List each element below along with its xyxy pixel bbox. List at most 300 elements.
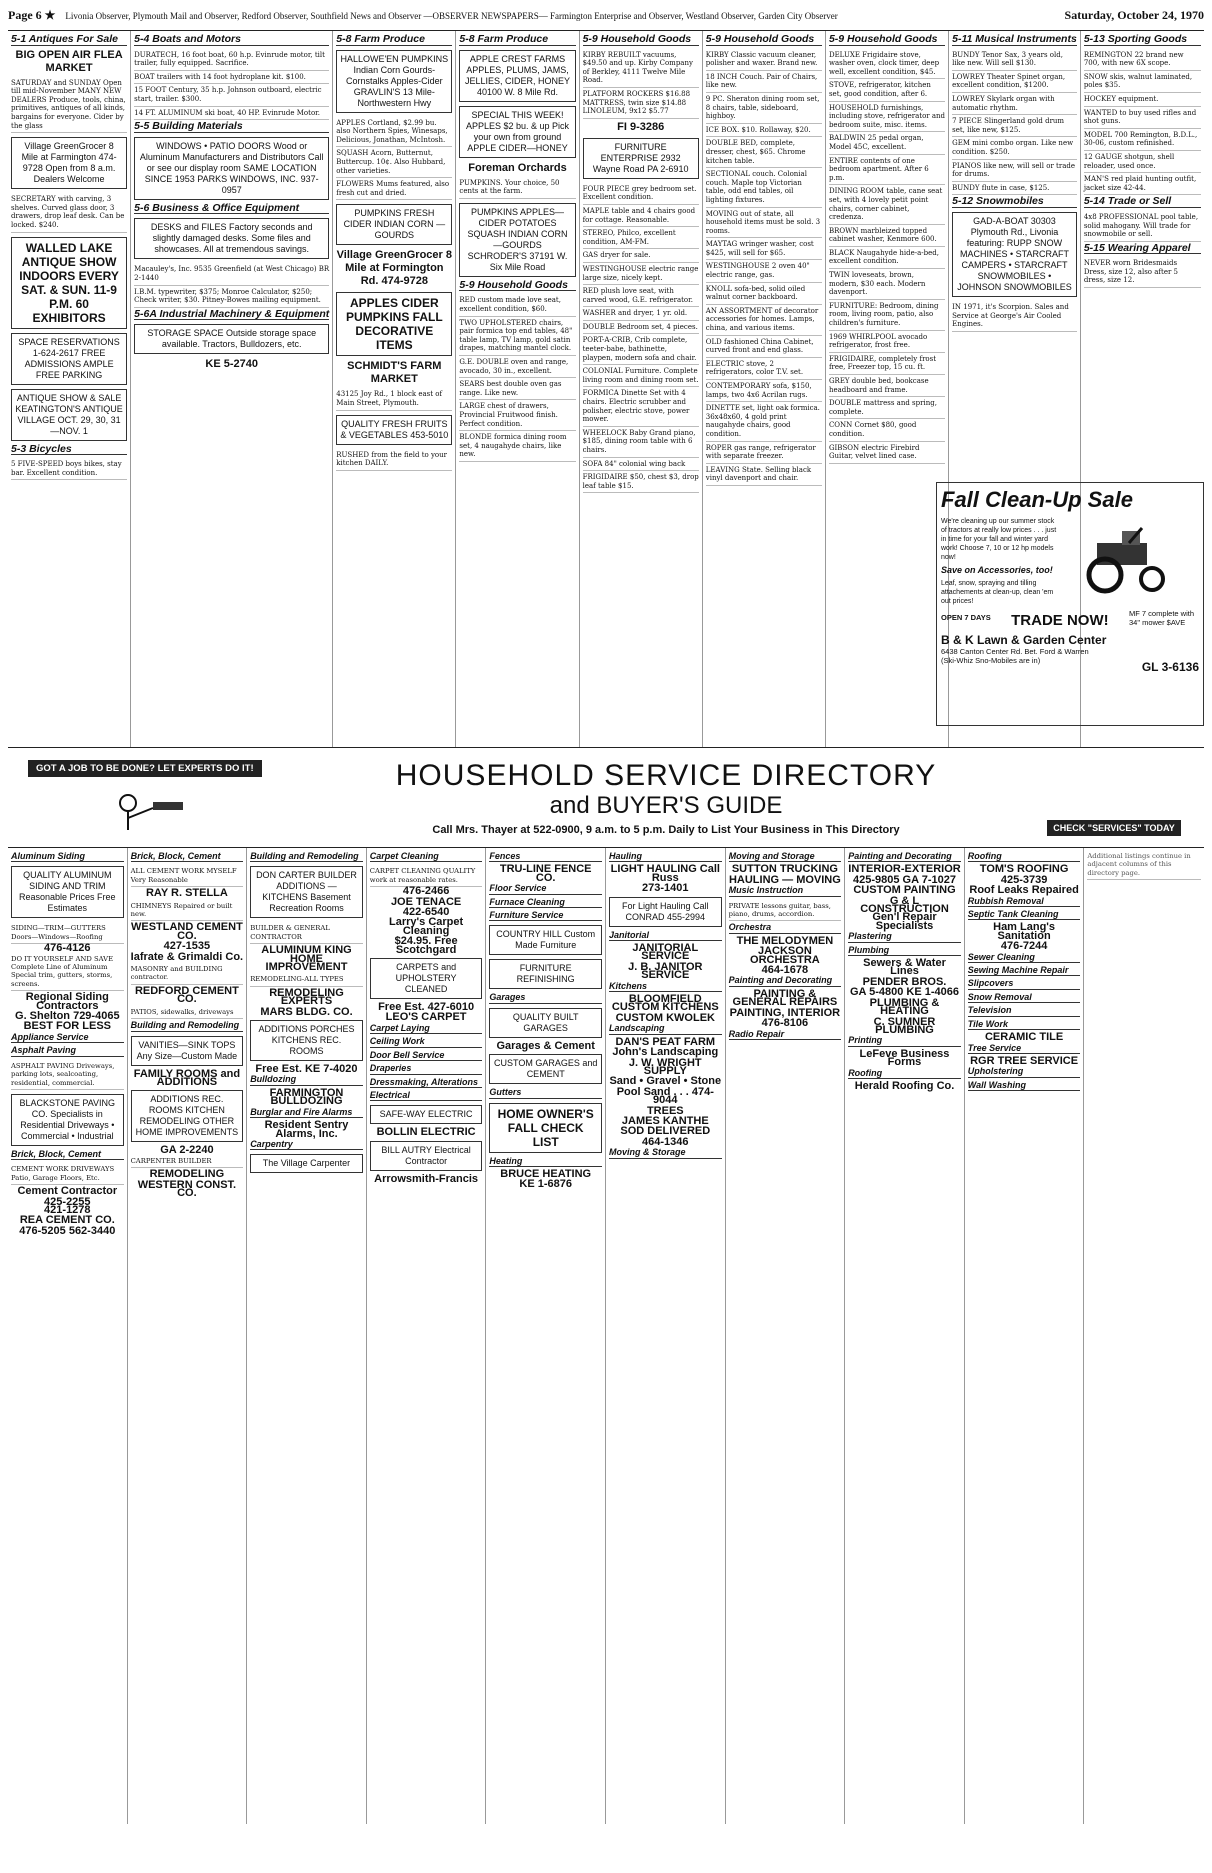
ad-phone: 476-2466: [402, 885, 450, 898]
classified-ad: BROWN marbleized topped cabinet washer, Kenmore 600.: [829, 225, 945, 247]
ad-box: FURNITURE ENTERPRISE 2932 Wayne Road PA 2-6910: [583, 138, 699, 179]
business-name: LeFeve Business Forms: [859, 1047, 950, 1069]
section-heading: Television: [968, 1006, 1081, 1016]
ad-box: VANITIES—SINK TOPS Any Size—Custom Made: [131, 1036, 244, 1066]
section-heading: Ceiling Work: [370, 1037, 483, 1047]
classified-ad: MOVING out of state, all household items must be sold. 3 rooms.: [706, 208, 822, 239]
classified-ad: I.B.M. typewriter, $375; Monroe Calculator, $250; Check writer, $30. Pitney-Bowes mailing equipment.: [134, 286, 329, 308]
classified-ad: BLACK Naugahyde hide-a-bed, excellent condition.: [829, 247, 945, 269]
section-heading: Orchestra: [729, 923, 842, 933]
classified-ad: 4x8 PROFESSIONAL pool table, solid mahogany. Will trade for snowmobile or sell.: [1084, 211, 1201, 242]
classified-ad: FORMICA Dinette Set with 4 chairs. Electric scrubber and polisher, electric stove, power mower.: [583, 387, 699, 426]
ad-box: QUALITY BUILT GARAGES: [489, 1008, 602, 1038]
section-heading: Aluminum Siding: [11, 852, 124, 862]
newspaper-page: [8, 8, 1204, 1857]
section-heading: Heating: [489, 1157, 602, 1167]
ad-phone: G. Shelton 729-4065: [15, 1010, 120, 1023]
section-heading: Garages: [489, 993, 602, 1003]
directory-column-3: [247, 848, 367, 1824]
classified-ad: 14 FT. ALUMINUM ski boat, 40 HP. Evinrude Motor.: [134, 107, 329, 121]
section-heading: 5-8 Farm Produce: [336, 35, 452, 46]
directory-column-2: [128, 848, 248, 1824]
fall-ad-title: Fall Clean-Up Sale: [941, 487, 1133, 512]
section-heading: Carpet Laying: [370, 1024, 483, 1034]
ad-phone: 464-1678: [761, 964, 809, 977]
service-directory: [8, 848, 1204, 1824]
ad-box: STORAGE SPACE Outside storage space available. Tractors, Bulldozers, etc.: [134, 324, 329, 354]
business-name: G & L CONSTRUCTION Gen'l Repair Specialists: [860, 894, 949, 932]
section-heading: Floor Service: [489, 884, 602, 894]
section-heading: Slipcovers: [968, 979, 1081, 989]
section-heading: 5-1 Antiques For Sale: [11, 35, 127, 46]
classified-ad: RUSHED from the field to your kitchen DAILY.: [336, 449, 452, 471]
section-heading: Upholstering: [968, 1067, 1081, 1077]
ad-box: ANTIQUE SHOW & SALE KEATINGTON'S ANTIQUE VILLAGE OCT. 29, 30, 31—NOV. 1: [11, 389, 127, 441]
classified-ad: TWO UPHOLSTERED chairs, pair formica top end tables, 48" table lamp, TV lamp, gold satin drapes, matching mantel clock.: [459, 317, 575, 356]
section-heading: 5-9 Household Goods: [829, 35, 945, 46]
check-services-tag: CHECK "SERVICES" TODAY: [1047, 820, 1180, 836]
section-heading: Painting and Decorating: [848, 852, 961, 862]
section-heading: Furnace Cleaning: [489, 898, 602, 908]
column-antiques: [8, 31, 131, 747]
classified-ad: WHEELOCK Baby Grand piano, $185, dining room table with 6 chairs.: [583, 427, 699, 458]
business-name: JOE TENACE: [390, 895, 462, 908]
ad-headline: Foreman Orchards: [468, 161, 567, 174]
classified-ad: CONN Cornet $80, good condition.: [829, 419, 945, 441]
ad-phone: 425-2255: [44, 1195, 91, 1208]
ad-phone: 427-1535: [163, 940, 211, 953]
classified-ad: 5 FIVE-SPEED boys bikes, stay bar. Excellent condition.: [11, 458, 127, 480]
business-name: CUSTOM KWOLEK: [615, 1011, 715, 1024]
fall-ad-footer: [941, 606, 1199, 629]
ad-box: GAD-A-BOAT 30303 Plymouth Rd., Livonia featuring: RUPP SNOW MACHINES • STARCRAFT CAMPERS • STARCRAFT SNOWMOBILES • JOHNSON SNOWMOBILES: [952, 212, 1077, 297]
classified-ad: DINETTE set, light oak formica. 36x48x60, 4 gold print naugahyde chairs, good condition.: [706, 402, 822, 441]
business-name: JAMES KANTHE: [621, 1114, 709, 1127]
ad-box: COUNTRY HILL Custom Made Furniture: [489, 925, 602, 955]
business-name: INTERIOR-EXTERIOR: [848, 863, 961, 876]
section-heading: Snow Removal: [968, 993, 1081, 1003]
classified-ad: MASONRY and BUILDING contractor.: [131, 963, 244, 985]
paper-names: Livonia Observer, Plymouth Mail and Observer, Redford Observer, Southfield News and Observer —OBSERVER NEWSPAPERS— Farmington Enterprise and Observer, Westland Observer, Garden City Observer: [65, 11, 838, 21]
ad-headline: Village GreenGrocer 8 Mile at Formington Rd. 474-9728: [336, 249, 452, 288]
business-name: TRU-LINE FENCE CO.: [499, 863, 592, 884]
column-boats: [131, 31, 333, 747]
directory-column-10: [1084, 848, 1204, 1824]
classified-ad: KNOLL sofa-bed, solid oiled walnut corner backboard.: [706, 283, 822, 305]
classified-ad: Macauley's, Inc. 9535 Greenfield (at West Chicago) BR 2-1440: [134, 263, 329, 285]
ad-box: HALLOWE'EN PUMPKINS Indian Corn Gourds-Cornstalks Apples-Cider GRAVLIN'S 13 Mile-Northwestern Hwy: [336, 50, 452, 113]
classified-ad: G.E. DOUBLE oven and range, avocado, 30 in., excellent.: [459, 356, 575, 378]
section-heading: Landscaping: [609, 1024, 722, 1034]
classified-ad: PLATFORM ROCKERS $16.88 MATTRESS, twin size $14.88 LINOLEUM, 9x12 $5.77: [583, 88, 699, 119]
business-name: RAY R. STELLA: [145, 887, 228, 900]
classified-ad: BALDWIN 25 pedal organ, Model 45C, excellent.: [829, 132, 945, 154]
business-name: Sewers & Water Lines: [863, 957, 946, 978]
classified-ad: MAYTAG wringer washer, cost $425, will sell for $65.: [706, 238, 822, 260]
fall-cleanup-ad: [936, 482, 1204, 726]
classified-ad: SEARS best double oven gas range. Like new.: [459, 378, 575, 400]
classified-ad: WANTED to buy used rifles and shot guns.: [1084, 107, 1201, 129]
store-contact: [941, 656, 1199, 674]
section-heading: Tile Work: [968, 1020, 1081, 1030]
ad-phone: GA 5-4800 KE 1-4066: [849, 986, 960, 999]
business-name: SUTTON TRUCKING: [731, 863, 838, 876]
classified-ad: PATIOS, sidewalks, driveways: [131, 1006, 244, 1019]
business-name: FAMILY ROOMS and ADDITIONS: [133, 1067, 241, 1088]
classified-ad: KIRBY REBUILT vacuums, $49.50 and up. Kirby Company of Berkley, 4111 Twelve Mile Road.: [583, 49, 699, 88]
ad-box: DESKS and FILES Factory seconds and slightly damaged desks. Some files and showcases. All at tremendous savings.: [134, 218, 329, 259]
ad-headline: BIG OPEN AIR FLEA MARKET: [15, 48, 123, 74]
section-heading: Janitorial: [609, 931, 722, 941]
classified-ad: CARPET CLEANING QUALITY work at reasonable rates.: [370, 865, 483, 887]
business-name: C. SUMNER PLUMBING: [873, 1015, 936, 1036]
ad-headline: APPLES CIDER PUMPKINS FALL DECORATIVE ITEMS: [345, 296, 443, 353]
section-heading: 5-4 Boats and Motors: [134, 35, 329, 46]
business-name: RGR TREE SERVICE: [970, 1054, 1079, 1067]
classified-ad: GIBSON electric Firebird Guitar, velvet lined case.: [829, 442, 945, 464]
column-household-1: [580, 31, 703, 747]
classified-ad: WESTINGHOUSE 2 oven 40" electric range, gas.: [706, 260, 822, 282]
business-name: PAINTING & GENERAL REPAIRS: [732, 987, 838, 1009]
ad-phone: 273-1401: [642, 882, 689, 895]
section-heading: Moving & Storage: [609, 1148, 722, 1158]
business-name: Larry's Carpet Cleaning: [389, 916, 464, 937]
section-heading: 5-6 Business & Office Equipment: [134, 204, 329, 215]
classified-ad: LEAVING State. Selling black vinyl davenport and chair.: [706, 464, 822, 486]
classified-ad: WESTINGHOUSE electric range large size, nicely kept.: [583, 263, 699, 285]
section-heading: Painting and Decorating: [729, 976, 842, 986]
classified-ad: ELECTRIC stove, 2 refrigerators, color T.V. set.: [706, 358, 822, 380]
ad-phone: 476-5205 562-3440: [19, 1224, 116, 1237]
business-name: WESTERN CONST. CO.: [137, 1178, 237, 1199]
section-heading: Roofing: [968, 852, 1081, 862]
ad-box: DON CARTER BUILDER ADDITIONS — KITCHENS Basement Recreation Rooms: [250, 866, 363, 918]
ad-box: FURNITURE REFINISHING: [489, 959, 602, 989]
classified-ad: HOCKEY equipment.: [1084, 93, 1201, 107]
ad-box: APPLE CREST FARMS APPLES, PLUMS, JAMS, JELLIES, CIDER, HONEY 40100 W. 8 Mile Rd.: [459, 50, 575, 102]
ad-phone: Free Est. 427-6010: [378, 1001, 475, 1014]
directory-column-9: [965, 848, 1085, 1824]
ad-box: ADDITIONS REC. ROOMS KITCHEN REMODELING OTHER HOME IMPROVEMENTS: [131, 1090, 244, 1142]
section-heading: 5-11 Musical Instruments: [952, 33, 1077, 45]
directory-column-7: [726, 848, 846, 1824]
masthead: [8, 8, 1204, 31]
classified-ad: HOUSEHOLD furnishings, including stove, refrigerator and bedroom suite, misc. items.: [829, 102, 945, 133]
ad-box: BILL AUTRY Electrical Contractor: [370, 1141, 483, 1171]
business-name: Sand • Gravel • Stone: [609, 1075, 722, 1088]
classified-ad: MAN'S red plaid hunting outfit, jacket size 42-44.: [1084, 173, 1201, 195]
classified-ad: ROPER gas range, refrigerator with separate freezer.: [706, 442, 822, 464]
classified-ad: BUNDY Tenor Sax, 3 years old, like new. Will sell $130.: [952, 49, 1077, 71]
ad-box: SPACE RESERVATIONS 1-624-2617 FREE ADMISSIONS AMPLE FREE PARKING: [11, 333, 127, 385]
directory-call-line: Call Mrs. Thayer at 522-0900, 9 a.m. to 5 p.m. Daily to List Your Business in This Directory: [432, 823, 900, 836]
ad-phone: 421-1278: [44, 1203, 91, 1216]
section-heading: 5-3 Bicycles: [11, 445, 127, 456]
business-name: REDFORD CEMENT CO.: [134, 984, 239, 1006]
business-name: Roof Leaks Repaired: [969, 884, 1079, 897]
ad-phone: 476-4126: [44, 942, 91, 955]
trade-now: TRADE NOW!: [1011, 612, 1109, 629]
page-number: Page 6 ★: [8, 8, 56, 22]
section-heading: Furniture Service: [489, 911, 602, 921]
classified-ad: GAS dryer for sale.: [583, 249, 699, 263]
ad-phone: 476-7244: [1000, 940, 1048, 953]
classified-ad: CEMENT WORK DRIVEWAYS Patio, Garage Floors, Etc.: [11, 1163, 124, 1185]
classified-ad: RED plush love seat, with carved wood, G.E. refrigerator.: [583, 285, 699, 307]
business-name: MARS BLDG. CO.: [260, 1005, 353, 1018]
business-name: Resident Sentry Alarms, Inc.: [264, 1119, 349, 1140]
ad-box: [489, 1103, 602, 1153]
section-heading: Dressmaking, Alterations: [370, 1078, 483, 1088]
ad-box: For Light Hauling Call CONRAD 455-2994: [609, 897, 722, 927]
classified-ad: FURNITURE: Bedroom, dining room, living room, patio, also children's furniture.: [829, 300, 945, 331]
fall-ad-subhead: Save on Accessories, too!: [941, 565, 1053, 575]
section-heading: Kitchens: [609, 982, 722, 992]
ad-box: QUALITY ALUMINUM SIDING AND TRIM Reasonable Prices Free Estimates: [11, 866, 124, 918]
business-name: FARMINGTON BULLDOZING: [269, 1086, 344, 1108]
classified-ad: BUNDY flute in case, $125.: [952, 182, 1077, 196]
classified-ad: DELUXE Frigidaire stove, washer oven, clock timer, deep well, excellent condition, $45.: [829, 49, 945, 80]
section-heading: Septic Tank Cleaning: [968, 910, 1081, 920]
section-heading: Moving and Storage: [729, 852, 842, 862]
business-name: Iafrate & Grimaldi Co.: [130, 950, 244, 963]
section-heading: 5-14 Trade or Sell: [1084, 197, 1201, 208]
classified-ad: LOWREY Theater Spinet organ, excellent condition, $1200.: [952, 71, 1077, 93]
mf-offer: MF 7 complete with 34" mower $AVE: [1129, 608, 1195, 627]
section-heading: Plumbing: [848, 946, 961, 956]
business-name: $24.95. Free Scotchgard: [394, 935, 458, 956]
classified-ad: CHIMNEYS Repaired or built new.: [131, 900, 244, 922]
classified-ad: SOFA 84" colonial wing back: [583, 458, 699, 472]
section-heading: 5-8 Farm Produce: [459, 35, 575, 46]
section-heading: Roofing: [848, 1069, 961, 1079]
store-phone: GL 3-6136: [1141, 660, 1199, 674]
ad-headline: HOME OWNER'S FALL CHECK LIST: [497, 1106, 594, 1149]
classified-ad: PRIVATE lessons guitar, bass, piano, drums, accordion.: [729, 900, 842, 922]
classified-ad: NEVER worn Bridesmaids Dress, size 12, also after 5 dress, size 12.: [1084, 257, 1201, 288]
ad-phone: 425-9805 GA 7-1027: [853, 873, 956, 886]
classified-ad: CARPENTER BUILDER: [131, 1155, 244, 1168]
business-name: Garages & Cement: [496, 1039, 595, 1052]
ad-box: BLACKSTONE PAVING CO. Specialists in Residential Driveways • Commercial • Industrial: [11, 1094, 124, 1146]
banner-center: [308, 760, 1024, 836]
business-name: WESTLAND CEMENT CO.: [130, 921, 243, 942]
classified-ad: GEM mini combo organ. Like new condition. $250.: [952, 137, 1077, 159]
classified-ad: DOUBLE mattress and spring, complete.: [829, 397, 945, 419]
ad-phone: Free Est. KE 7-4020: [255, 1063, 358, 1076]
business-name: CERAMIC TILE: [984, 1031, 1064, 1044]
section-heading: Rubbish Removal: [968, 897, 1081, 907]
section-heading: Building and Remodeling: [131, 1021, 244, 1031]
classified-ad: SATURDAY and SUNDAY Open till mid-November MANY NEW DEALERS Produce, tools, china, primitives, antiques of all kinds, bargains for everyone. Cider by the glass: [11, 77, 127, 134]
ad-phone: 476-8106: [761, 1017, 809, 1030]
classified-ad: 18 INCH Couch. Pair of Chairs, like new.: [706, 71, 822, 93]
business-name: PAINTING, INTERIOR: [729, 1006, 841, 1019]
tractor-icon: [1067, 513, 1187, 603]
business-name: J. W. WRIGHT SUPPLY: [628, 1056, 702, 1077]
business-name: REMODELING EXPERTS: [269, 986, 344, 1008]
business-name: TREES: [646, 1104, 684, 1117]
business-name: PENDER BROS.: [862, 975, 947, 988]
section-heading: Burglar and Fire Alarms: [250, 1108, 363, 1118]
classified-ad: COLONIAL Furniture. Complete living room and dining room set.: [583, 365, 699, 387]
ad-box: WINDOWS • PATIO DOORS Wood or Aluminum Manufacturers and Distributors Call or see our display room SAME LOCATION SINCE 1953 PARKS WINDOWS, INC. 937-0957: [134, 137, 329, 200]
classified-ad: REMINGTON 22 brand new 700, with new 6X scope.: [1084, 49, 1201, 71]
business-name: CUSTOM PAINTING: [853, 884, 956, 897]
classified-ad: RED custom made love seat, excellent condition, $60.: [459, 294, 575, 316]
section-heading: 5-9 Household Goods: [459, 281, 575, 292]
classified-ad: MODEL 700 Remington, B.D.L., 30-06, custom refinished.: [1084, 129, 1201, 151]
section-heading: Plastering: [848, 932, 961, 942]
section-heading: 5-5 Building Materials: [134, 122, 329, 133]
business-name: Herald Roofing Co.: [854, 1079, 955, 1092]
fall-ad-description: We're cleaning up our summer stock of tractors at really low prices . . . just in time for your fall and winter yard work! Choose 7, 10 or 12 hp models now!: [941, 518, 1057, 561]
classified-ad: PIANOS like new, will sell or trade for drums.: [952, 160, 1077, 182]
classified-ad: SIDING—TRIM—GUTTERS Doors—Windows—Roofing: [11, 922, 124, 944]
section-heading: Carpet Cleaning: [370, 852, 483, 862]
ad-box: SAFE-WAY ELECTRIC: [370, 1105, 483, 1124]
ad-box: Village GreenGrocer 8 Mile at Farmington 474-9728 Open from 8 a.m. Dealers Welcome: [11, 137, 127, 189]
classified-ad: OLD fashioned China Cabinet, curved front and end glass.: [706, 336, 822, 358]
ad-phone: 425-3739: [1000, 873, 1048, 886]
column-farm-produce-1: [333, 31, 456, 747]
section-heading: Printing: [848, 1036, 961, 1046]
ad-phone: FI 9-3286: [617, 120, 665, 133]
classified-ad: 43125 Joy Rd., 1 block east of Main Street, Plymouth.: [336, 388, 452, 410]
business-name: REA CEMENT CO.: [19, 1214, 115, 1227]
ad-phone: 464-1346: [642, 1135, 689, 1148]
ad-phone: 422-6540: [402, 906, 450, 919]
ad-box: PUMPKINS APPLES—CIDER POTATOES SQUASH INDIAN CORN—GOURDS SCHRODER'S 37191 W. Six Mile Road: [459, 203, 575, 277]
classified-ad: 7 PIECE Slingerland gold drum set, like new, $125.: [952, 115, 1077, 137]
classified-ad: CONTEMPORARY sofa, $150, lamps, two 4x6 Acrilan rugs.: [706, 380, 822, 402]
store-note: (Ski-Whiz Sno-Mobiles are in): [941, 656, 1041, 665]
section-heading: Building and Remodeling: [250, 852, 363, 862]
classified-ad: 9 PC. Sheraton dining room set, 8 chairs, table, sideboard, highboy.: [706, 93, 822, 124]
classified-ad: MAPLE table and 4 chairs good for cottage. Reasonable.: [583, 205, 699, 227]
classified-ad: APPLES Cortland, $2.99 bu. also Northern Spies, Winesaps, Delicious, Jonathan, McIntosh.: [336, 117, 452, 148]
column-farm-produce-2: [456, 31, 579, 747]
business-name: BLOOMFIELD CUSTOM KITCHENS: [611, 993, 719, 1014]
section-heading: Radio Repair: [729, 1030, 842, 1040]
classified-ad: 15 FOOT Century, 35 h.p. Johnson outboard, electric start, trailer. $300.: [134, 84, 329, 106]
classified-ad: LARGE chest of drawers, Provincial Fruitwood finish. Perfect condition.: [459, 400, 575, 431]
section-heading: Bulldozing: [250, 1075, 363, 1085]
ad-phone: GA 2-2240: [160, 1144, 214, 1157]
business-name: BOLLIN ELECTRIC: [376, 1126, 476, 1139]
classified-ad: SECTIONAL couch. Colonial couch. Maple top Victorian table, odd end tables, oil lighting fixtures.: [706, 168, 822, 207]
classified-ad: FRIGIDAIRE $50, chest $3, drop leaf table $15.: [583, 471, 699, 493]
column-household-2: [703, 31, 826, 747]
section-heading: Wall Washing: [968, 1081, 1081, 1091]
classified-ad: PUMPKINS. Your choice, 50 cents at the farm.: [459, 177, 575, 199]
classified-ad: FRIGIDAIRE, completely frost free, Freezer top, 15 cu. ft.: [829, 353, 945, 375]
business-name: REMODELING: [149, 1168, 225, 1181]
classified-ad: Additional listings continue in adjacent columns of this directory page.: [1087, 850, 1201, 880]
section-heading: Draperies: [370, 1064, 483, 1074]
ad-box: PUMPKINS FRESH CIDER INDIAN CORN — GOURDS: [336, 204, 452, 245]
business-name: Arrowsmith-Francis: [374, 1172, 479, 1185]
section-heading: 5-9 Household Goods: [583, 35, 699, 46]
classified-ad: BLONDE formica dining room set, 4 naugahyde chairs, like new.: [459, 431, 575, 462]
directory-column-5: [486, 848, 606, 1824]
business-name: BRUCE HEATING: [500, 1168, 592, 1181]
classified-ad: STEREO, Philco, excellent condition, AM-FM.: [583, 227, 699, 249]
banner-right: [1024, 760, 1204, 836]
classified-ad: DOUBLE Bedroom set, 4 pieces.: [583, 321, 699, 335]
classified-ad: PORT-A-CRIB, Crib complete, teeter-babe, bathinette, playpen, modern sofa and chair.: [583, 334, 699, 365]
classified-ad: SECRETARY with carving, 3 shelves. Curved glass door, 3 drawers, drop leaf desk. Can be locked. $240.: [11, 193, 127, 232]
classified-ad: IN 1971, it's Scorpion. Sales and Service at George's Air Cooled Engines.: [952, 301, 1077, 332]
business-name: Pool Sand . . . 474-9044: [616, 1085, 714, 1107]
classified-ad: SNOW skis, walnut laminated, poles $35.: [1084, 71, 1201, 93]
business-name: SOD DELIVERED: [620, 1125, 711, 1138]
ad-box: ADDITIONS PORCHES KITCHENS REC. ROOMS: [250, 1020, 363, 1061]
worker-icon: [108, 788, 198, 838]
banner-left: [8, 754, 308, 842]
issue-date: Saturday, October 24, 1970: [1064, 8, 1204, 22]
classified-ad: FOUR PIECE grey bedroom set. Excellent condition.: [583, 183, 699, 205]
classified-ad: ENTIRE contents of one bedroom apartment. After 6 p.m.: [829, 155, 945, 186]
classified-ad: DO IT YOURSELF AND SAVE Complete Line of Aluminum Special trim, gutters, storms, screens.: [11, 953, 124, 992]
section-heading: Music Instruction: [729, 886, 842, 896]
business-name: PLUMBING & HEATING: [869, 996, 940, 1018]
classified-ad: GREY double bed, bookcase headboard and frame.: [829, 375, 945, 397]
business-name: TOM'S ROOFING: [979, 863, 1069, 876]
section-heading: Gutters: [489, 1088, 602, 1098]
business-name: HAULING — MOVING: [728, 873, 841, 886]
classified-ad: BOAT trailers with 14 foot hydroplane kit. $100.: [134, 71, 329, 85]
business-name: BEST FOR LESS: [23, 1020, 111, 1033]
classified-ad: SQUASH Acorn, Butternut, Buttercup. 10¢. Also Hubbard, other varieties.: [336, 147, 452, 178]
fall-ad-accessories: Leaf, snow, spraying and tilling attachements at clean-up, clean 'em out prices!: [941, 580, 1054, 605]
classified-ad: AN ASSORTMENT of decorator accessories for homes. Lamps, china, and various items.: [706, 305, 822, 336]
business-name: J. B. JANITOR SERVICE: [628, 960, 703, 982]
ad-phone: KE 1-6876: [519, 1178, 572, 1191]
business-name: JANITORIAL SERVICE: [632, 942, 699, 963]
store-name: B & K Lawn & Garden Center: [941, 633, 1107, 647]
classified-ad: 1969 WHIRLPOOL avocado refrigerator, frost free.: [829, 331, 945, 353]
directory-column-4: [367, 848, 487, 1824]
business-name: LIGHT HAULING Call Russ: [610, 863, 720, 884]
classified-ad: TWIN loveseats, brown, modern, $30 each. Modern davenport.: [829, 269, 945, 300]
business-name: ALUMINUM KING HOME IMPROVEMENT: [261, 944, 352, 974]
business-name: Cement Contractor: [17, 1185, 118, 1198]
section-heading: 5-12 Snowmobiles: [952, 197, 1077, 208]
section-heading: 5-15 Wearing Apparel: [1084, 244, 1201, 255]
directory-column-1: [8, 848, 128, 1824]
column-household-3: [826, 31, 949, 747]
business-name: Ham Lang's Sanitation: [993, 921, 1056, 942]
directory-column-8: [845, 848, 965, 1824]
business-name: JACKSON ORCHESTRA: [750, 945, 820, 966]
section-heading: Sewing Machine Repair: [968, 966, 1081, 976]
directory-title: HOUSEHOLD SERVICE DIRECTORY: [395, 758, 937, 792]
fall-ad-body: [941, 513, 1199, 606]
business-name: LEO'S CARPET: [385, 1011, 467, 1024]
banner-ribbon: GOT A JOB TO BE DONE? LET EXPERTS DO IT!: [28, 760, 262, 777]
directory-subtitle: and BUYER'S GUIDE: [549, 791, 783, 819]
classified-ad: DURATECH, 16 foot boat, 60 h.p. Evinrude motor, tilt trailer, fully equipped. Sacrifice.: [134, 49, 329, 71]
ad-headline: SCHMIDT'S FARM MARKET: [347, 360, 442, 386]
classified-ad: ICE BOX. $10. Rollaway, $20.: [706, 124, 822, 138]
section-heading: Appliance Service: [11, 1033, 124, 1043]
ad-box: CARPETS and UPHOLSTERY CLEANED: [370, 958, 483, 999]
classified-ad: WASHER and dryer, 1 yr. old.: [583, 307, 699, 321]
classified-ad: REMODELING-ALL TYPES: [250, 973, 363, 986]
section-heading: Fences: [489, 852, 602, 862]
open-days: OPEN 7 DAYS: [941, 613, 991, 622]
